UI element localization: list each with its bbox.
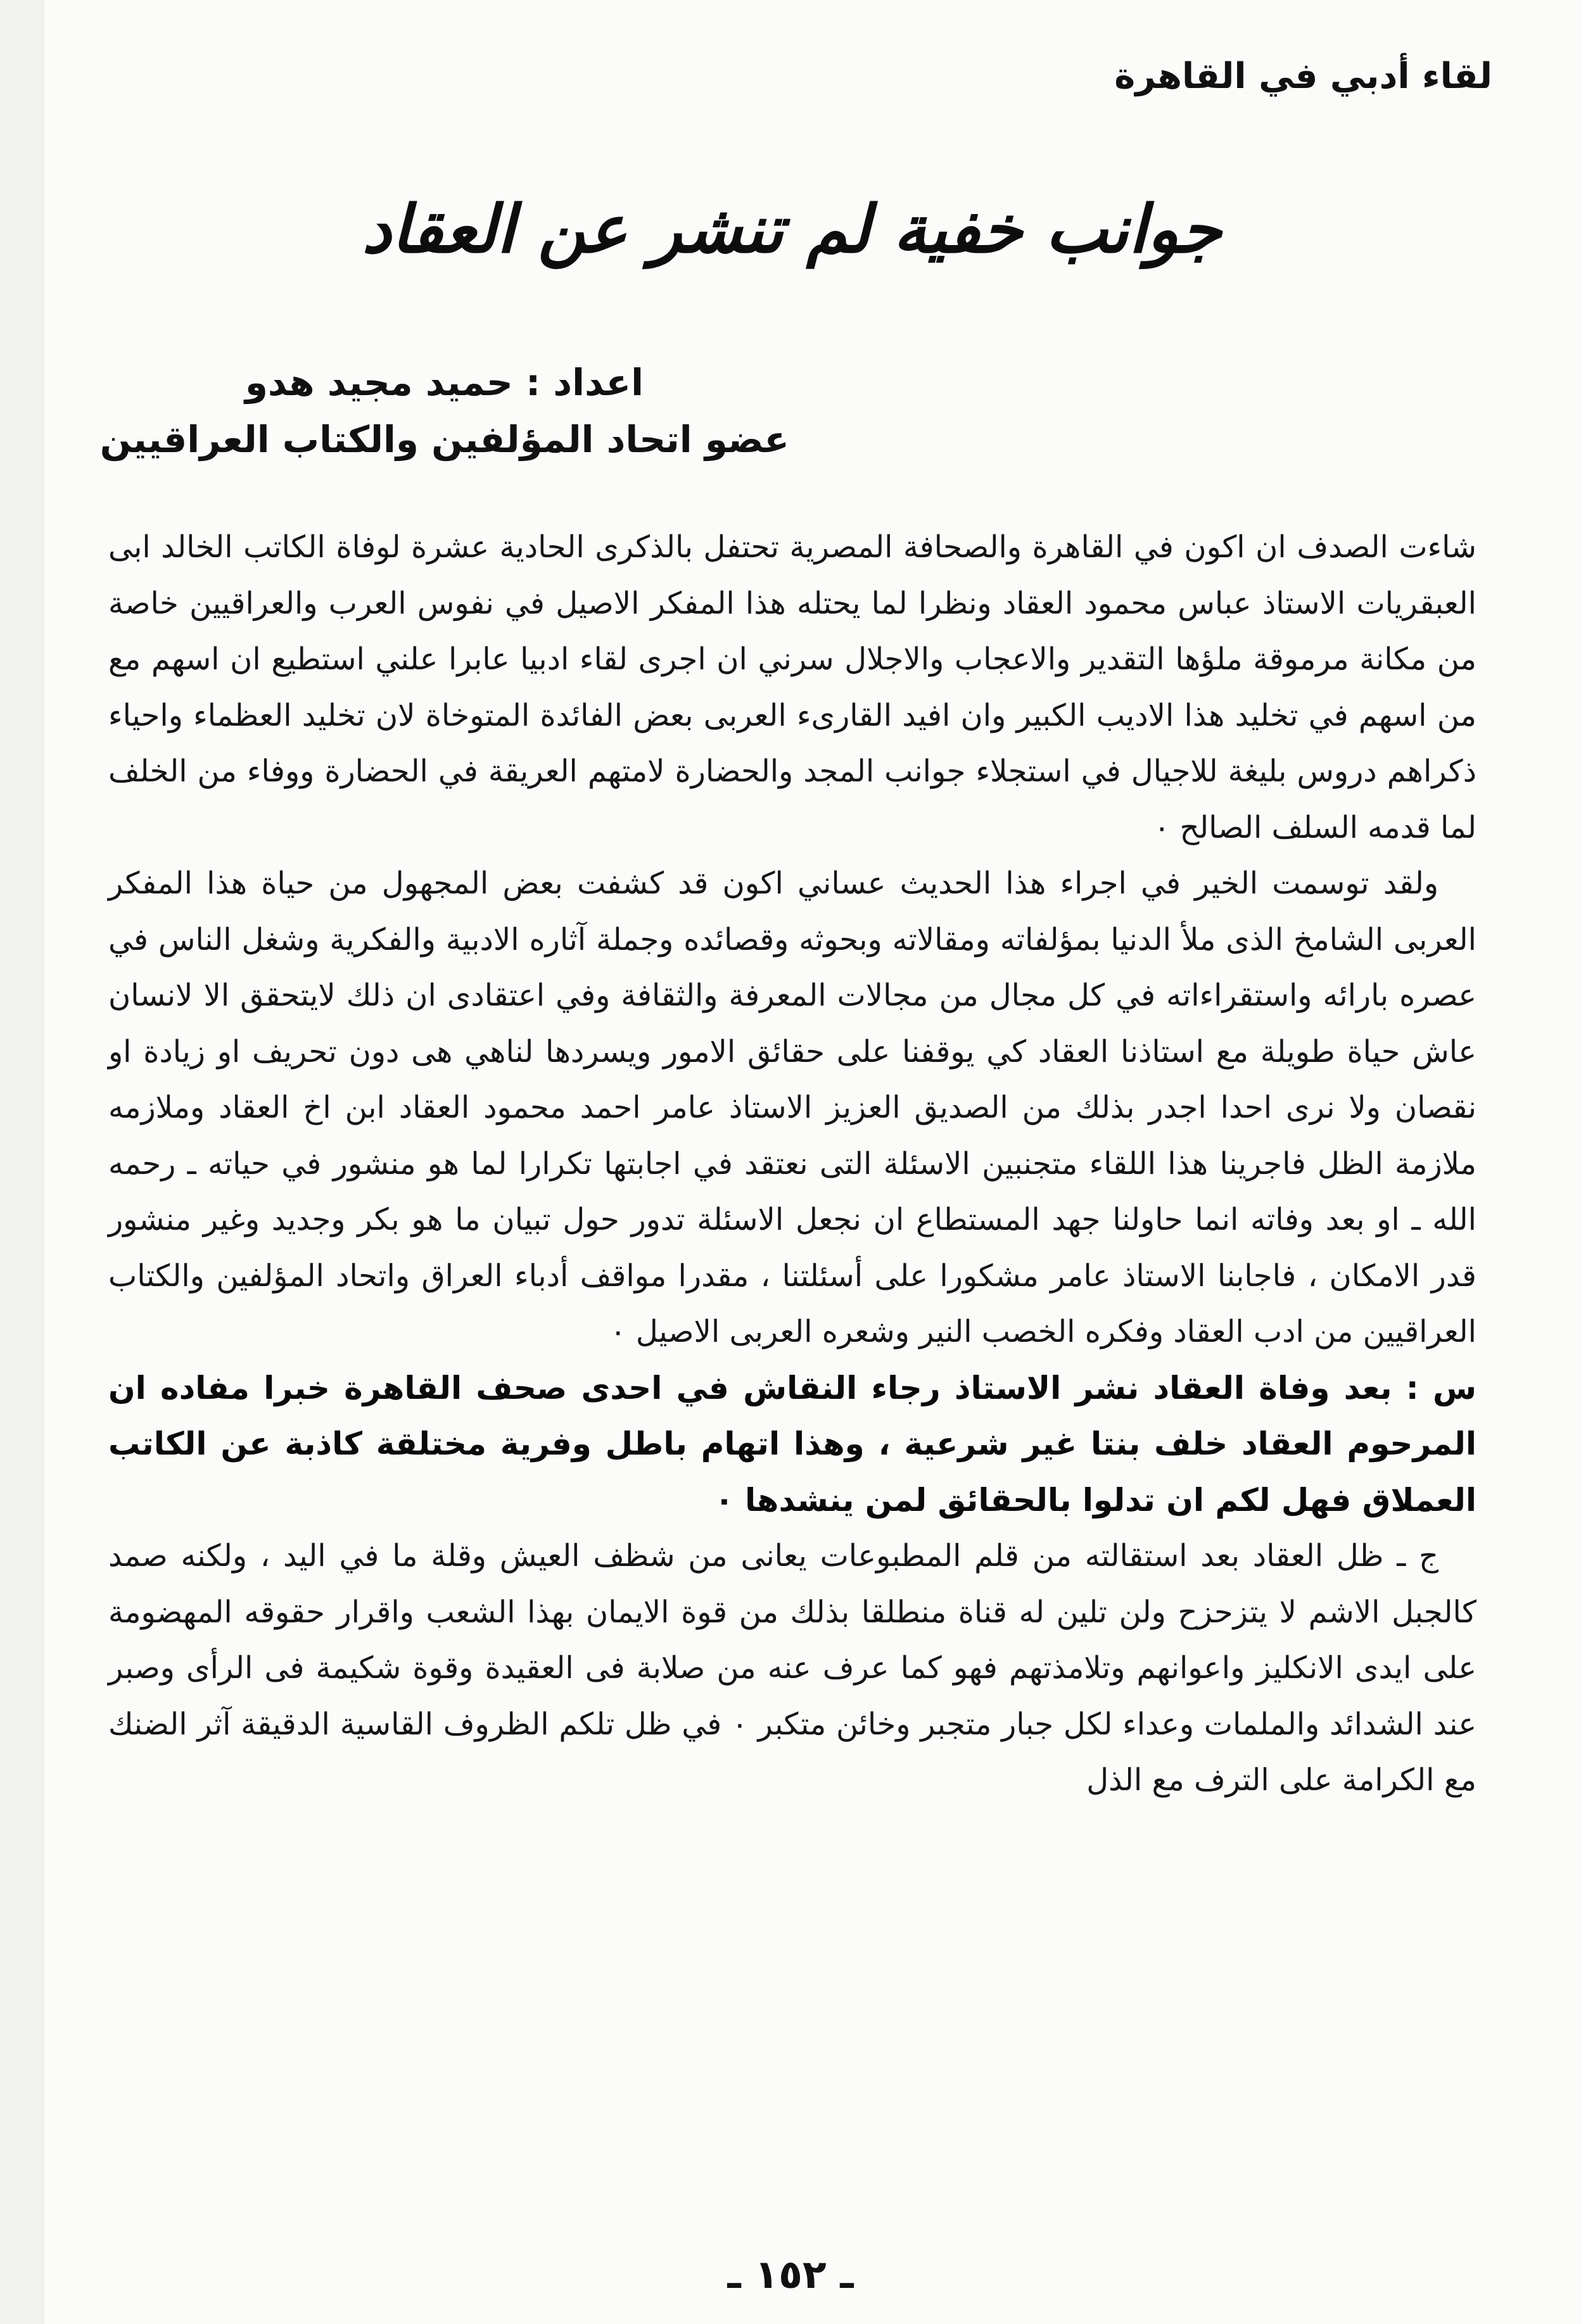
interview-answer: ج ـ ظل العقاد بعد استقالته من قلم المطبوعات يعانى من شظف العيش وقلة ما في اليد ، ولكنه صمد كالجبل الاشم لا يتزحزح ولن تلين له قناة منطلقا بذلك من قوة الايمان بهذا الشعب واقرار حقوقه المهضومة على ايدى الانكليز واعوانهم وتلامذتهم فهو كما عرف عنه من صلابة فى العقيدة وقوة شكيمة فى الرأى وصبر عند الشدائد والملمات وعداء لكل جبار متجبر وخائن متكبر ٠ في ظل تلكم الظروف القاسية الدقيقة آثر الضنك مع الكرامة على الترف مع الذل bbox=[108, 1538, 1477, 1798]
body-paragraph: شاءت الصدف ان اكون في القاهرة والصحافة المصرية تحتفل بالذكرى الحادية عشرة لوفاة الكاتب الخالد ابى العبقريات الاستاذ عباس محمود العقاد ونظرا لما يحتله هذا المفكر الاصيل في نفوس العرب والعراقيين خاصة من مكانة مرموقة ملؤها التقدير والاعجاب والاجلال سرني ان اجرى لقاء ادبيا عابرا علني استطيع ان اسهم مع من اسهم في تخليد هذا الاديب الكبير وان افيد القارىء العربى بعض الفائدة المتوخاة لان تخليد العظماء واحياء ذكراهم دروس بليغة للاجيال في استجلاء جوانب المجد والحضارة لامتهم العريقة في الحضارة ووفاء من الخلف لما قدمه السلف الصالح ٠ bbox=[108, 529, 1476, 845]
interview-question: س : بعد وفاة العقاد نشر الاستاذ رجاء النقاش في احدى صحف القاهرة خبرا مفاده ان المرحوم العقاد خلف بنتا غير شرعية ، وهذا اتهام باطل وفرية مختلقة كاذبة عن الكاتب العملاق فهل لكم ان تدلوا بالحقائق لمن ينشدها ٠ bbox=[108, 1369, 1476, 1519]
author-affiliation: عضو اتحاد المؤلفين والكتاب العراقيين bbox=[99, 418, 789, 461]
article-body bbox=[108, 519, 1476, 1809]
body-paragraph: ولقد توسمت الخير في اجراء هذا الحديث عساني اكون قد كشفت بعض المجهول من حياة هذا المفكر العربى الشامخ الذى ملأ الدنيا بمؤلفاته ومقالاته وبحوثه وقصائده وجملة آثاره الادبية والفكرية وشغل الناس في عصره بارائه واستقراءاته في كل مجال من مجالات المعرفة والثقافة وفي اعتقادى ان ذلك لايتحقق الا لانسان عاش حياة طويلة مع استاذنا العقاد كي يوقفنا على حقائق الامور ويسردها لناهي هى دون تحريف او زيادة او نقصان ولا نرى احدا اجدر بذلك من الصديق العزيز الاستاذ عامر احمد محمود العقاد ابن اخ العقاد وملازمه ملازمة الظل فاجرينا هذا اللقاء متجنبين الاسئلة التى نعتقد في اجابتها تكرارا لما هو منشور في حياته ـ رحمه الله ـ او بعد وفاته انما حاولنا جهد المستطاع ان نجعل الاسئلة تدور حول تبيان ما هو بكر وجديد وغير منشور قدر الامكان ، فاجابنا الاستاذ عامر مشكورا على أسئلتنا ، مقدرا مواقف أدباء العراق واتحاد المؤلفين والكتاب العراقيين من ادب العقاد وفكره الخصب النير وشعره العربى الاصيل ٠ bbox=[108, 866, 1476, 1349]
article-title: جوانب خفية لم تنشر عن العقاد bbox=[362, 190, 1222, 268]
section-header: لقاء أدبي في القاهرة bbox=[1114, 56, 1492, 97]
page-edge-shadow bbox=[0, 0, 44, 2324]
page-number: ـ ١٥٢ ـ bbox=[727, 2251, 854, 2297]
author-byline: اعداد : حميد مجيد هدو bbox=[244, 361, 644, 404]
